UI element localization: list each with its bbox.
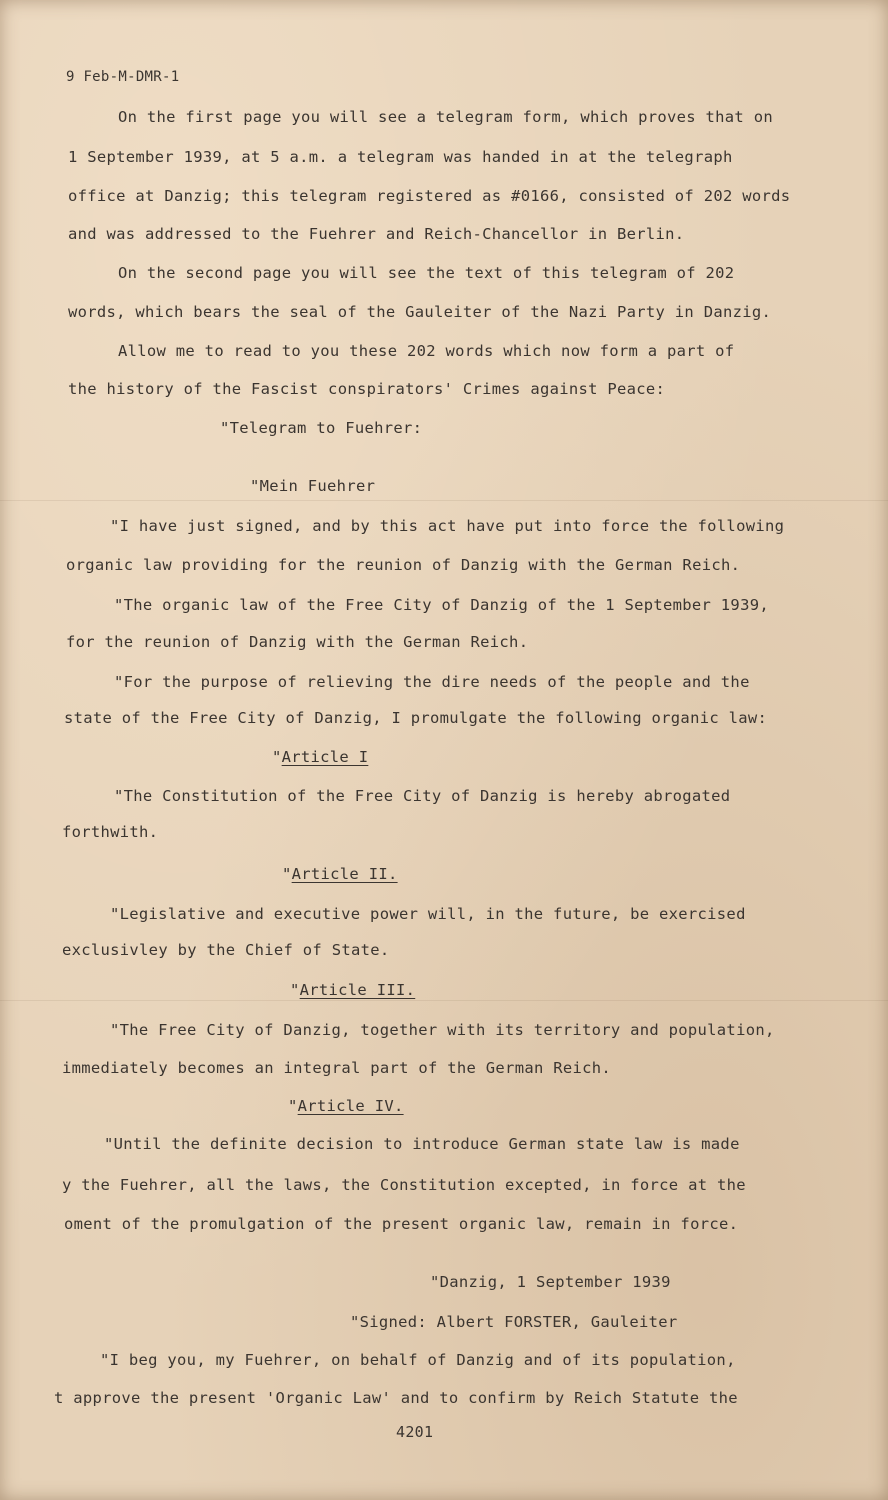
paper-fold	[0, 1000, 888, 1001]
article-heading: "Article I	[272, 748, 369, 766]
article-heading: "Article III.	[290, 981, 416, 999]
page-number: 4201	[396, 1423, 434, 1441]
text-line: "I beg you, my Fuehrer, on behalf of Danzig and of its population,	[100, 1351, 736, 1369]
article-heading-text: Article III.	[299, 981, 416, 999]
article-heading: "Article II.	[282, 865, 398, 883]
text-line: forthwith.	[62, 823, 159, 841]
signature-line: "Signed: Albert FORSTER, Gauleiter	[350, 1313, 678, 1331]
text-line: "The organic law of the Free City of Danzig of the 1 September 1939,	[114, 596, 769, 614]
text-line: t approve the present 'Organic Law' and to confirm by Reich Statute the	[54, 1389, 738, 1407]
paper-fold	[0, 500, 888, 501]
date-line: "Danzig, 1 September 1939	[430, 1273, 671, 1291]
text-line: On the first page you will see a telegram form, which proves that on	[118, 108, 773, 126]
text-line: "Telegram to Fuehrer:	[220, 419, 423, 437]
text-line: exclusivley by the Chief of State.	[62, 941, 390, 959]
text-line: On the second page you will see the text of this telegram of 202	[118, 264, 735, 282]
text-line: "For the purpose of relieving the dire needs of the people and the	[114, 673, 750, 691]
text-line: Allow me to read to you these 202 words which now form a part of	[118, 342, 735, 360]
text-line: "I have just signed, and by this act have put into force the following	[110, 517, 785, 535]
text-line: y the Fuehrer, all the laws, the Constitution excepted, in force at the	[62, 1176, 746, 1194]
text-line: for the reunion of Danzig with the German Reich.	[66, 633, 529, 651]
text-line: the history of the Fascist conspirators' Crimes against Peace:	[68, 380, 666, 398]
text-line: "The Free City of Danzig, together with its territory and population,	[110, 1021, 775, 1039]
text-line: words, which bears the seal of the Gauleiter of the Nazi Party in Danzig.	[68, 303, 772, 321]
article-heading-text: Article IV.	[297, 1097, 404, 1115]
text-line: 1 September 1939, at 5 a.m. a telegram was handed in at the telegraph	[68, 148, 733, 166]
text-line: organic law providing for the reunion of Danzig with the German Reich.	[66, 556, 741, 574]
text-line: "Until the definite decision to introduce German state law is made	[104, 1135, 740, 1153]
text-line: "Legislative and executive power will, in the future, be exercised	[110, 905, 746, 923]
text-line: office at Danzig; this telegram registered as #0166, consisted of 202 words	[68, 187, 791, 205]
text-line: "The Constitution of the Free City of Danzig is hereby abrogated	[114, 787, 731, 805]
text-line: "Mein Fuehrer	[250, 477, 376, 495]
article-heading-text: Article II.	[291, 865, 398, 883]
document-reference: 9 Feb-M-DMR-1	[66, 69, 180, 85]
text-line: immediately becomes an integral part of the German Reich.	[62, 1059, 612, 1077]
text-line: oment of the promulgation of the present organic law, remain in force.	[64, 1215, 739, 1233]
text-line: state of the Free City of Danzig, I promulgate the following organic law:	[64, 709, 768, 727]
text-line: and was addressed to the Fuehrer and Reich-Chancellor in Berlin.	[68, 225, 685, 243]
article-heading-text: Article I	[281, 748, 369, 766]
article-heading: "Article IV.	[288, 1097, 404, 1115]
